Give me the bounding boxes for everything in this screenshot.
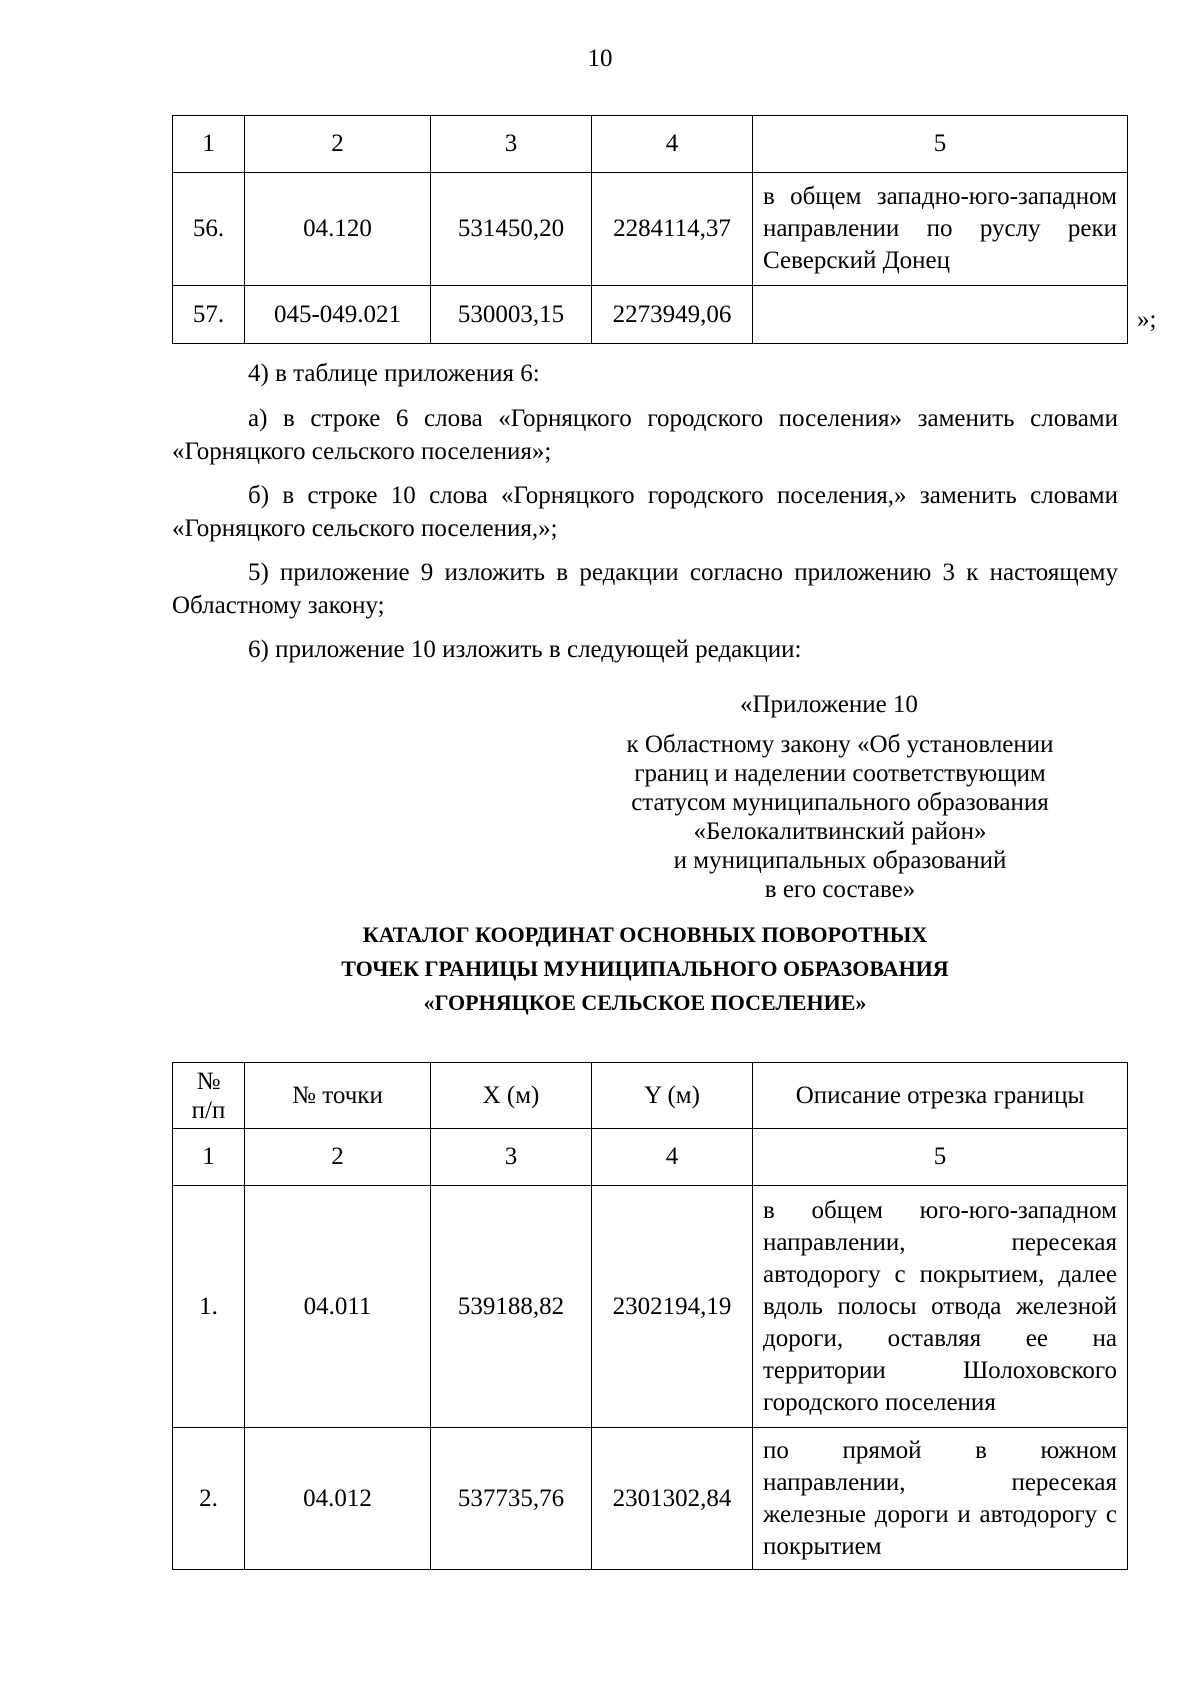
closing-quote: »; xyxy=(1137,306,1157,333)
x-coordinate: 531450,20 xyxy=(431,173,592,286)
appendix-title: «Приложение 10 xyxy=(740,691,918,718)
table-row xyxy=(173,1186,1128,1428)
segment-description: в общем юго-юго-западном направлении, пересекая автодорогу с покрытием, далее вдоль полосы отвода железной дороги, оставляя ее на территории Шолоховского городского поселения xyxy=(753,1186,1128,1428)
point-id: 04.012 xyxy=(245,1428,431,1570)
boundary-table-continued xyxy=(172,115,1128,344)
column-number-cell: 1 xyxy=(173,116,245,173)
column-header: № п/п xyxy=(173,1063,245,1129)
row-number: 2. xyxy=(173,1428,245,1570)
appendix-subtitle xyxy=(590,730,1090,904)
point-id: 04.011 xyxy=(245,1186,431,1428)
appendix-line: «Белокалитвинский район» xyxy=(693,818,987,845)
column-number-cell: 2 xyxy=(245,116,431,173)
appendix-line: и муниципальных образований xyxy=(673,847,1007,874)
amendment-paragraph: 6) приложение 10 изложить в следующей редакции: xyxy=(248,636,802,663)
row-number: 1. xyxy=(173,1186,245,1428)
column-number-cell: 3 xyxy=(431,1129,592,1186)
column-header: № точки xyxy=(245,1063,431,1129)
table-number-row xyxy=(173,1129,1128,1186)
column-number-cell: 1 xyxy=(173,1129,245,1186)
x-coordinate: 530003,15 xyxy=(431,286,592,344)
appendix-line: в его составе» xyxy=(764,876,916,903)
column-header: Описание отрезка границы xyxy=(753,1063,1128,1129)
table-row xyxy=(173,286,1128,344)
y-coordinate: 2301302,84 xyxy=(592,1428,753,1570)
x-coordinate: 537735,76 xyxy=(431,1428,592,1570)
appendix-line: к Областному закону «Об установлении xyxy=(626,731,1054,758)
appendix-line: границ и наделении соответствующим xyxy=(634,760,1046,787)
amendment-paragraph: 4) в таблице приложения 6: xyxy=(248,360,540,387)
segment-description xyxy=(753,286,1128,344)
column-number-cell: 2 xyxy=(245,1129,431,1186)
column-number-cell: 3 xyxy=(431,116,592,173)
page-number: 10 xyxy=(587,45,613,72)
amendment-paragraph: а) в строке 6 слова «Горняцкого городского поселения» заменить словами «Горняцкого сельского поселения»; xyxy=(172,405,1118,465)
row-number: 56. xyxy=(173,173,245,286)
column-number-cell: 5 xyxy=(753,116,1128,173)
coordinate-catalog-table xyxy=(172,1062,1128,1570)
amendment-paragraph: 5) приложение 9 изложить в редакции согласно приложению 3 к настоящему Областному закону; xyxy=(172,559,1118,619)
catalog-title xyxy=(172,918,1118,1020)
table-header-row xyxy=(173,1063,1128,1129)
appendix-line: статусом муниципального образования xyxy=(631,789,1049,816)
point-id: 04.120 xyxy=(245,173,431,286)
table-row xyxy=(173,173,1128,286)
segment-description: в общем западно-юго-западном направлении по руслу реки Северский Донец xyxy=(753,173,1128,286)
y-coordinate: 2273949,06 xyxy=(592,286,753,344)
column-number-cell: 4 xyxy=(592,116,753,173)
column-number-cell: 5 xyxy=(753,1129,1128,1186)
point-id: 045-049.021 xyxy=(245,286,431,344)
x-coordinate: 539188,82 xyxy=(431,1186,592,1428)
column-header: Y (м) xyxy=(592,1063,753,1129)
column-header: X (м) xyxy=(431,1063,592,1129)
segment-description: по прямой в южном направлении, пересекая железные дороги и автодорогу с покрытием xyxy=(753,1428,1128,1570)
column-number-cell: 4 xyxy=(592,1129,753,1186)
catalog-title-line: ТОЧЕК ГРАНИЦЫ МУНИЦИПАЛЬНОГО ОБРАЗОВАНИЯ xyxy=(341,956,949,981)
row-number: 57. xyxy=(173,286,245,344)
catalog-title-line: «ГОРНЯЦКОЕ СЕЛЬСКОЕ ПОСЕЛЕНИЕ» xyxy=(423,990,867,1015)
catalog-title-line: КАТАЛОГ КООРДИНАТ ОСНОВНЫХ ПОВОРОТНЫХ xyxy=(362,922,928,947)
amendment-paragraph: б) в строке 10 слова «Горняцкого городского поселения,» заменить словами «Горняцкого сельского поселения,»; xyxy=(172,482,1118,542)
y-coordinate: 2284114,37 xyxy=(592,173,753,286)
table-header-row xyxy=(173,116,1128,173)
table-row xyxy=(173,1428,1128,1570)
y-coordinate: 2302194,19 xyxy=(592,1186,753,1428)
